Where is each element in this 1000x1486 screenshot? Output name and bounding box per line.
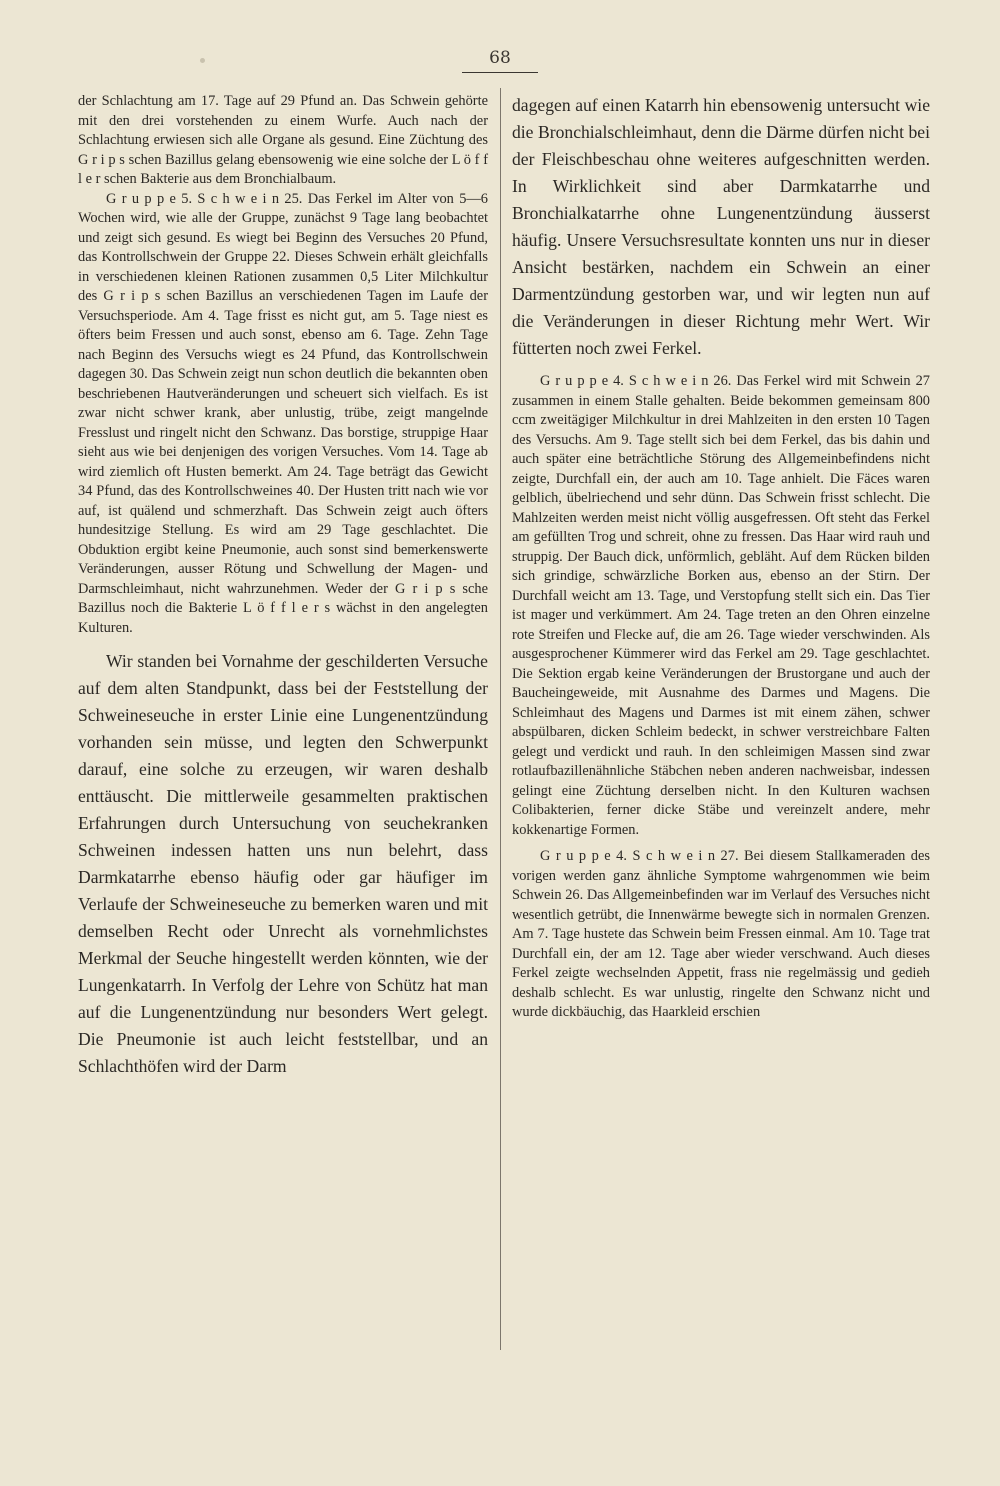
page-number: 68 bbox=[489, 48, 511, 68]
right-paragraph-2: G r u p p e 4. S c h w e i n 26. Das Ferkel wird mit Schwein 27 zusammen in einem Stalle gehalten. Beide bekommen gemeinsam 800 ccm zweitägiger Milchkultur in drei Mahlzeiten in den ersten 10 Tagen des Versuchs. Am 9. Tage stellt sich bei dem Ferkel, das bis dahin und auch später eine beträchtliche Störung des Allgemeinbefindens nicht zeigte, Durchfall ein, der auch am 10. Tage anhielt. Die Fäces waren gelblich, übelriechend und sehr dünn. Das Schwein frisst schlecht. Die Mahlzeiten werden meist nicht völlig ausgefressen. Oft steht das Ferkel am gefüllten Trog und schreit, ohne zu fressen. Das Haar wird rauh und struppig. Der Bauch dick, unförmlich, gebläht. Auf dem Rücken bilden sich grindige, schwärzliche Borken aus, ebenso an der Stirn. Der Durchfall weicht am 13. Tage, und Verstopfung stellt sich ein. Das Tier ist mager und verkümmert. Am 24. Tage treten an den Ohren einzelne rote Streifen und Flecke auf, die am 26. Tage wieder verschwinden. Als ausgesprochener Kümmerer wird das Ferkel am 29. Tage geschlachtet. Die Sektion ergab keine Veränderungen der Brustorgane und auch der Baucheingeweide, mit Ausnahme des Darmes und Magens. Die Schleimhaut des Magens und Darmes ist mit einem zähen, schwer abspülbaren, dicken Schleim bedeckt, in schwer verstreichbare Falten gelegt und verdickt und rauh. In den schleimigen Massen sind zwar rotlaufbazillenähnliche Stäbchen neben anderen nachweisbar, indessen gelingt eine Züchtung derselben nicht. In den Kulturen wachsen Colibakterien, ferner dicke Stäbe und vereinzelt andere, mehr kokkenartige Formen. bbox=[512, 373, 930, 838]
left-paragraph-1: der Schlachtung am 17. Tage auf 29 Pfund an. Das Schwein gehörte mit den drei vorstehenden zu einem Wurfe. Auch nach der Schlachtung erwiesen sich alle Organe als gesund. Eine Züchtung des G r i p s schen Bazillus gelang ebensowenig wie eine solche der L ö f f l e r schen Bakterie aus dem Bronchialbaum. bbox=[78, 93, 488, 187]
left-paragraph-2: G r u p p e 5. S c h w e i n 25. Das Ferkel im Alter von 5—6 Wochen wird, wie alle der Gruppe, zunächst 9 Tage lang beobachtet und zeigt sich gesund. Es wiegt bei Beginn des Versuches 20 Pfund, das Kontrollschwein der Gruppe 22. Dieses Schwein erhält gleichfalls in verschiedenen kleinen Rationen zusammen 0,5 Liter Milchkultur des G r i p s schen Bazillus an verschiedenen Tagen im Laufe der Versuchsperiode. Am 4. Tage frisst es nicht gut, am 5. Tage niest es öfters beim Fressen und auch sonst, ebenso am 6. Tage. Zehn Tage nach Beginn des Versuchs wiegt es 24 Pfund, das Kontrollschwein dagegen 30. Das Schwein zeigt nun schon deutlich die bekannten oben beschriebenen Hautveränderungen und scheuert sich vielfach. Es ist zwar nicht schwer krank, aber unlustig, trübe, zeigt mangelnde Fresslust und ringelt nicht den Schwanz. Das borstige, struppige Haar sieht aus wie bei denjenigen des vorigen Versuches. Vom 14. Tage ab wird ziemlich oft Husten bemerkt. Am 24. Tage beträgt das Gewicht 34 Pfund, das des Kontrollschweines 40. Der Husten tritt nach wie vor auf, ist quälend und schmerzhaft. Das Schwein zeigt auch öfters hundesitzige Stellung. Es wird am 29 Tage geschlachtet. Die Obduktion ergibt keine Pneumonie, auch sonst sind bemerkenswerte Veränderungen, ausser Rötung und Schwellung der Magen- und Darmschleimhaut, nicht wahrzunehmen. Weder der G r i p s sche Bazillus noch die Bakterie L ö f f l e r s wächst in den angelegten Kulturen. bbox=[78, 190, 488, 636]
paper-stain bbox=[200, 58, 205, 63]
column-divider bbox=[500, 88, 501, 1350]
left-column bbox=[78, 92, 488, 1080]
right-paragraph-3: G r u p p e 4. S c h w e i n 27. Bei diesem Stallkameraden des vorigen werden ganz ähnliche Symptome wahrgenommen wie beim Schwein 26. Das Allgemeinbefinden war im Verlauf des Versuches nicht wesentlich getrübt, die Innenwärme bewegte sich in normalen Grenzen. Am 7. Tage hustete das Schwein beim Fressen einmal. Am 10. Tage trat Durchfall ein, der am 12. Tage aber wieder verschwand. Auch dieses Ferkel zeigte wechselnden Appetit, frass nie regelmässig und gedieh deshalb schlecht. Es war unlustig, ringelte den Schwanz nicht und wurde dickbäuchig, das Haarkleid erschien bbox=[512, 848, 930, 1020]
header-rule bbox=[462, 72, 538, 73]
right-paragraph-1: dagegen auf einen Katarrh hin ebensowenig untersucht wie die Bronchialschleimhaut, denn die Därme dürfen nicht bei der Fleischbeschau ohne weiteres aufgeschnitten werden. In Wirklichkeit sind aber Darmkatarrhe und Bronchialkatarrhe ohne Lungenentzündung äusserst häufig. Unsere Versuchsresultate konnten uns nur in dieser Ansicht bestärken, nachdem ein Schwein an einer Darmentzündung gestorben war, und wir legten nun auf die Veränderungen in dieser Richtung mehr Wert. Wir fütterten noch zwei Ferkel. bbox=[512, 95, 930, 358]
left-paragraph-3: Wir standen bei Vornahme der geschilderten Versuche auf dem alten Standpunkt, dass bei der Feststellung der Schweineseuche in erster Linie eine Lungenentzündung vorhanden sein müsse, und legten den Schwerpunkt darauf, eine solche zu erzeugen, wir waren deshalb enttäuscht. Die mittlerweile gesammelten praktischen Erfahrungen durch Untersuchung von seuchekranken Schweinen indessen hatten uns nun belehrt, dass Darmkatarrhe ebenso häufig oder gar häufiger im Verlaufe der Schweineseuche zu bemerken waren und mit demselben Recht oder Unrecht als vornehmlichstes Merkmal der Seuche hingestellt werden könnten, wie der Lungenkatarrh. In Verfolg der Lehre von Schütz hat man auf die Lungenentzündung nur besonders Wert gelegt. Die Pneumonie ist auch leicht feststellbar, und an Schlachthöfen wird der Darm bbox=[78, 651, 488, 1076]
right-column bbox=[512, 92, 930, 1023]
